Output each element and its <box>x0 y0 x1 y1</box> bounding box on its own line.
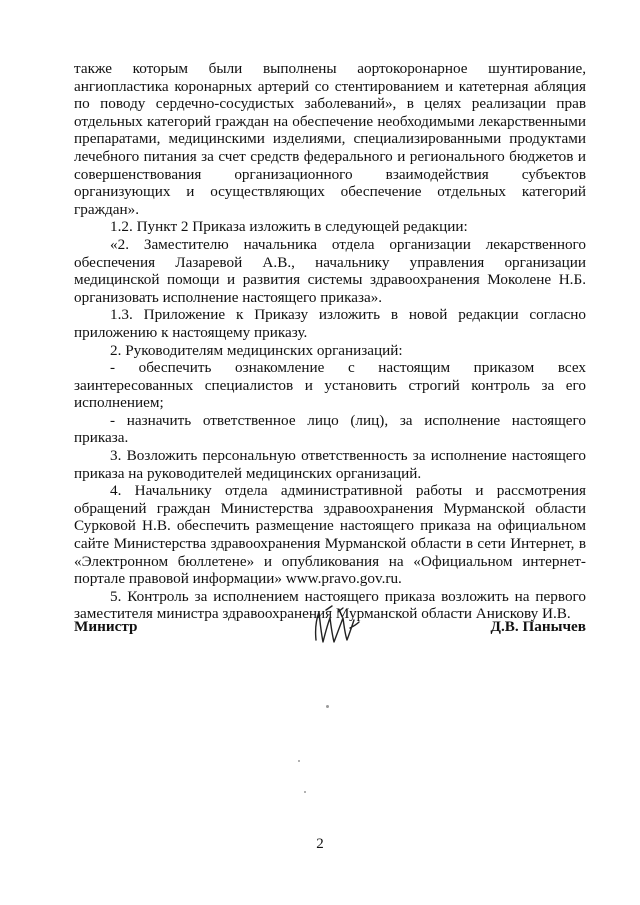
paragraph-4: 4. Начальнику отдела административной работы и рассмотрения обращений граждан Министерства здравоохранения Мурманской области Сурковой Н.В. обеспечить размещение настоящего приказа на официальном сайте Министерства здравоохранения Мурманской области в сети Интернет, в «Электронном бюллетене» и опубликования на «Официальном интернет-портале правовой информации» www.pravo.gov.ru. <box>74 482 586 588</box>
paragraph-2-item-1: - обеспечить ознакомление с настоящим приказом всех заинтересованных специалистов и установить строгий контроль за его исполнением; <box>74 359 586 412</box>
paragraph-1-2: 1.2. Пункт 2 Приказа изложить в следующей редакции: <box>110 218 468 236</box>
scan-speck <box>326 705 329 708</box>
scan-speck <box>304 791 306 793</box>
paragraph-2: 2. Руководителям медицинских организаций: <box>110 341 403 359</box>
page-number: 2 <box>316 836 324 852</box>
scan-speck <box>298 760 300 762</box>
paragraph-5: 5. Контроль за исполнением настоящего приказа возложить на первого заместителя министра здравоохранения Мурманской области Анискову И.В. <box>74 587 586 623</box>
paragraph-1-3: 1.3. Приложение к Приказу изложить в новой редакции согласно приложению к настоящему приказу. <box>74 306 586 341</box>
signer-title: Министр <box>74 618 138 635</box>
paragraph-point-2-quote: «2. Заместителю начальника отдела организации лекарственного обеспечения Лазаревой А.В., начальнику управления организации медицинской помощи и развития системы здравоохранения Моколене Н.Б. организовать исполнение настоящего приказа». <box>74 235 586 306</box>
signer-name: Д.В. Панычев <box>490 618 586 635</box>
paragraph-3: 3. Возложить персональную ответственность за исполнение настоящего приказа на руководителей медицинских организаций. <box>74 447 586 482</box>
paragraph-2-item-2: - назначить ответственное лицо (лиц), за исполнение настоящего приказа. <box>74 411 586 447</box>
signature-block <box>74 604 586 654</box>
paragraph-intro-continuation: также которым были выполнены аортокоронарное шунтирование, ангиопластика коронарных артерий со стентированием и катетерная абляция по поводу сердечно-сосудистых заболеваний», в целях реализации прав отдельных категорий граждан на обеспечение необходимыми лекарственными препаратами, медицинскими изделиями, специализированными продуктами лечебного питания за счет средств федерального и регионального бюджетов и совершенствования организационного взаимодействия субъектов организующих и осуществляющих обеспечение отдельных категорий граждан». <box>74 60 586 218</box>
document-body <box>74 60 586 623</box>
handwritten-signature <box>310 604 362 650</box>
